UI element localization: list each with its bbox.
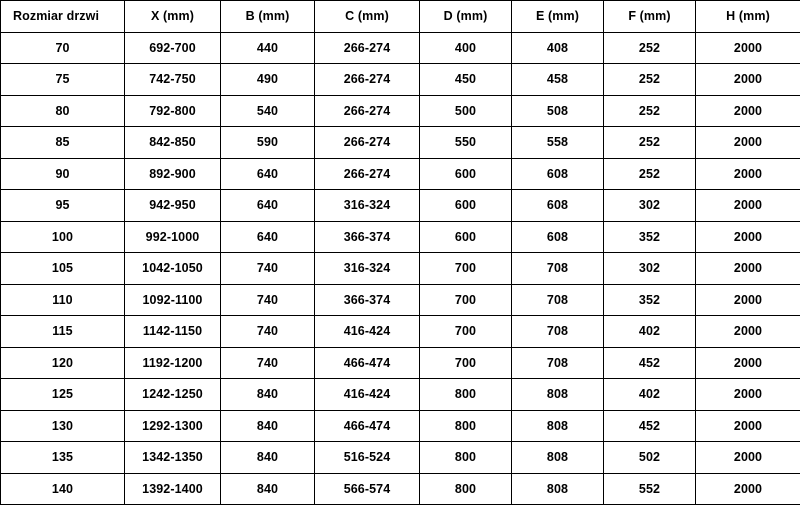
cell-x: 1342-1350 xyxy=(125,442,221,474)
cell-c: 366-374 xyxy=(315,221,420,253)
cell-d: 550 xyxy=(420,127,512,159)
table-row xyxy=(1,473,800,505)
cell-c: 416-424 xyxy=(315,316,420,348)
cell-c: 266-274 xyxy=(315,127,420,159)
cell-x: 1242-1250 xyxy=(125,379,221,411)
cell-f: 252 xyxy=(604,158,696,190)
table-body xyxy=(1,32,800,505)
column-header-b: B (mm) xyxy=(221,1,315,33)
cell-f: 352 xyxy=(604,284,696,316)
cell-b: 840 xyxy=(221,379,315,411)
cell-f: 252 xyxy=(604,127,696,159)
cell-door-size: 125 xyxy=(1,379,125,411)
cell-door-size: 85 xyxy=(1,127,125,159)
table-row xyxy=(1,127,800,159)
cell-d: 600 xyxy=(420,158,512,190)
table-row xyxy=(1,316,800,348)
cell-h: 2000 xyxy=(696,410,800,442)
table-row xyxy=(1,158,800,190)
cell-d: 600 xyxy=(420,221,512,253)
cell-x: 692-700 xyxy=(125,32,221,64)
cell-e: 808 xyxy=(512,379,604,411)
cell-f: 302 xyxy=(604,190,696,222)
cell-e: 608 xyxy=(512,190,604,222)
cell-d: 800 xyxy=(420,410,512,442)
table-row xyxy=(1,221,800,253)
cell-door-size: 70 xyxy=(1,32,125,64)
table-header-row xyxy=(1,1,800,33)
cell-d: 800 xyxy=(420,379,512,411)
cell-e: 808 xyxy=(512,473,604,505)
cell-b: 540 xyxy=(221,95,315,127)
table-row xyxy=(1,253,800,285)
cell-c: 266-274 xyxy=(315,64,420,96)
cell-e: 458 xyxy=(512,64,604,96)
cell-e: 808 xyxy=(512,410,604,442)
cell-d: 700 xyxy=(420,284,512,316)
cell-e: 708 xyxy=(512,284,604,316)
cell-b: 640 xyxy=(221,221,315,253)
cell-e: 408 xyxy=(512,32,604,64)
table-row xyxy=(1,64,800,96)
cell-b: 840 xyxy=(221,473,315,505)
cell-x: 792-800 xyxy=(125,95,221,127)
cell-f: 452 xyxy=(604,410,696,442)
cell-c: 366-374 xyxy=(315,284,420,316)
cell-e: 708 xyxy=(512,253,604,285)
cell-h: 2000 xyxy=(696,127,800,159)
cell-door-size: 100 xyxy=(1,221,125,253)
cell-e: 808 xyxy=(512,442,604,474)
cell-h: 2000 xyxy=(696,316,800,348)
table-row xyxy=(1,32,800,64)
cell-e: 558 xyxy=(512,127,604,159)
cell-door-size: 120 xyxy=(1,347,125,379)
cell-f: 252 xyxy=(604,64,696,96)
cell-x: 1142-1150 xyxy=(125,316,221,348)
cell-f: 552 xyxy=(604,473,696,505)
cell-door-size: 130 xyxy=(1,410,125,442)
column-header-f: F (mm) xyxy=(604,1,696,33)
cell-x: 1042-1050 xyxy=(125,253,221,285)
cell-d: 800 xyxy=(420,442,512,474)
cell-door-size: 135 xyxy=(1,442,125,474)
cell-h: 2000 xyxy=(696,473,800,505)
cell-b: 840 xyxy=(221,442,315,474)
cell-x: 1092-1100 xyxy=(125,284,221,316)
cell-h: 2000 xyxy=(696,284,800,316)
cell-d: 700 xyxy=(420,347,512,379)
table-row xyxy=(1,442,800,474)
cell-h: 2000 xyxy=(696,379,800,411)
cell-d: 600 xyxy=(420,190,512,222)
cell-f: 352 xyxy=(604,221,696,253)
cell-b: 740 xyxy=(221,284,315,316)
cell-f: 402 xyxy=(604,316,696,348)
cell-b: 740 xyxy=(221,253,315,285)
cell-door-size: 110 xyxy=(1,284,125,316)
cell-h: 2000 xyxy=(696,347,800,379)
cell-f: 252 xyxy=(604,95,696,127)
cell-door-size: 80 xyxy=(1,95,125,127)
table-row xyxy=(1,379,800,411)
cell-d: 700 xyxy=(420,253,512,285)
cell-b: 840 xyxy=(221,410,315,442)
cell-c: 566-574 xyxy=(315,473,420,505)
column-header-h: H (mm) xyxy=(696,1,800,33)
table-row xyxy=(1,410,800,442)
cell-h: 2000 xyxy=(696,32,800,64)
cell-b: 640 xyxy=(221,190,315,222)
cell-door-size: 75 xyxy=(1,64,125,96)
cell-b: 740 xyxy=(221,347,315,379)
table-header xyxy=(1,1,800,33)
cell-door-size: 105 xyxy=(1,253,125,285)
cell-b: 440 xyxy=(221,32,315,64)
cell-d: 400 xyxy=(420,32,512,64)
cell-x: 842-850 xyxy=(125,127,221,159)
cell-c: 516-524 xyxy=(315,442,420,474)
cell-x: 1192-1200 xyxy=(125,347,221,379)
cell-c: 466-474 xyxy=(315,410,420,442)
column-header-x: X (mm) xyxy=(125,1,221,33)
cell-e: 708 xyxy=(512,347,604,379)
cell-h: 2000 xyxy=(696,190,800,222)
cell-c: 316-324 xyxy=(315,253,420,285)
cell-h: 2000 xyxy=(696,95,800,127)
cell-h: 2000 xyxy=(696,442,800,474)
cell-f: 402 xyxy=(604,379,696,411)
cell-x: 892-900 xyxy=(125,158,221,190)
cell-door-size: 140 xyxy=(1,473,125,505)
cell-c: 416-424 xyxy=(315,379,420,411)
cell-c: 466-474 xyxy=(315,347,420,379)
cell-x: 942-950 xyxy=(125,190,221,222)
cell-x: 1392-1400 xyxy=(125,473,221,505)
column-header-d: D (mm) xyxy=(420,1,512,33)
cell-e: 608 xyxy=(512,221,604,253)
cell-c: 266-274 xyxy=(315,32,420,64)
cell-b: 490 xyxy=(221,64,315,96)
cell-h: 2000 xyxy=(696,221,800,253)
cell-c: 316-324 xyxy=(315,190,420,222)
cell-x: 992-1000 xyxy=(125,221,221,253)
cell-e: 708 xyxy=(512,316,604,348)
cell-x: 742-750 xyxy=(125,64,221,96)
cell-door-size: 95 xyxy=(1,190,125,222)
cell-h: 2000 xyxy=(696,253,800,285)
table-row xyxy=(1,95,800,127)
cell-d: 450 xyxy=(420,64,512,96)
cell-b: 590 xyxy=(221,127,315,159)
cell-door-size: 90 xyxy=(1,158,125,190)
cell-x: 1292-1300 xyxy=(125,410,221,442)
cell-c: 266-274 xyxy=(315,158,420,190)
cell-f: 452 xyxy=(604,347,696,379)
table-row xyxy=(1,347,800,379)
cell-door-size: 115 xyxy=(1,316,125,348)
table-row xyxy=(1,190,800,222)
cell-h: 2000 xyxy=(696,64,800,96)
table-row xyxy=(1,284,800,316)
cell-d: 700 xyxy=(420,316,512,348)
cell-e: 508 xyxy=(512,95,604,127)
cell-f: 302 xyxy=(604,253,696,285)
cell-d: 800 xyxy=(420,473,512,505)
cell-e: 608 xyxy=(512,158,604,190)
column-header-e: E (mm) xyxy=(512,1,604,33)
column-header-c: C (mm) xyxy=(315,1,420,33)
cell-b: 740 xyxy=(221,316,315,348)
column-header-door-size: Rozmiar drzwi xyxy=(1,1,125,33)
cell-f: 252 xyxy=(604,32,696,64)
cell-b: 640 xyxy=(221,158,315,190)
cell-f: 502 xyxy=(604,442,696,474)
cell-h: 2000 xyxy=(696,158,800,190)
cell-d: 500 xyxy=(420,95,512,127)
cell-c: 266-274 xyxy=(315,95,420,127)
